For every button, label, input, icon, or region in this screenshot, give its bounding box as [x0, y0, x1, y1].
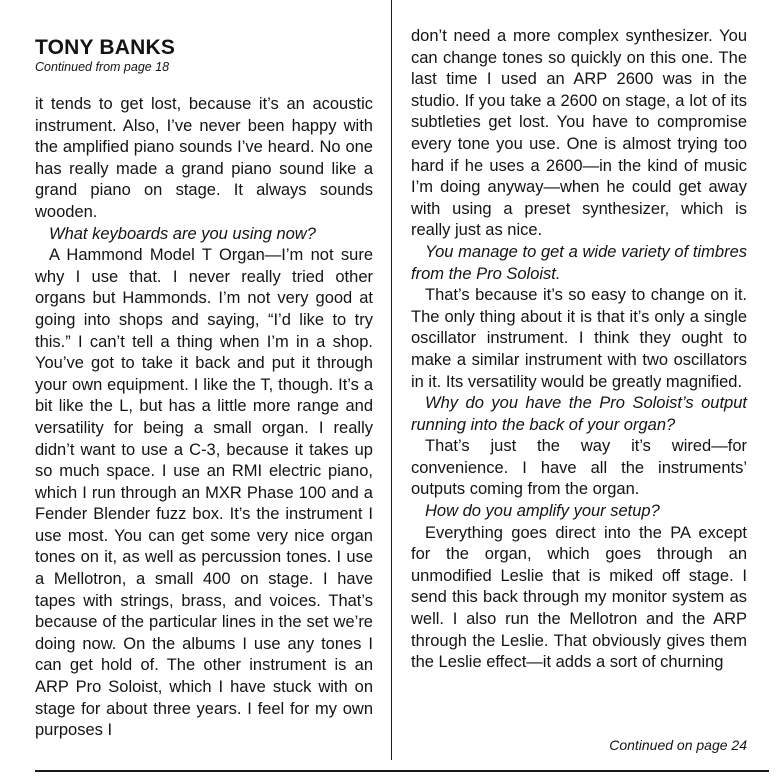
bottom-rule	[35, 770, 769, 772]
column-divider	[391, 0, 392, 760]
continued-from-note: Continued from page 18	[35, 60, 170, 74]
article-title: TONY BANKS	[35, 36, 176, 59]
left-column	[35, 0, 373, 782]
paragraph: Everything goes direct into the PA except for the organ, which goes through an unmodified Leslie that is miked off stage. I send this back through my monitor system as well. I also run the Mellotron and the ARP through the Leslie. That obviously gives them the Leslie effect—it adds a sort of churning	[411, 523, 747, 672]
right-column	[411, 0, 747, 782]
paragraph: That’s because it’s so easy to change on it. The only thing about it is that it’s only a single oscillator instrument. I think they ought to make a similar instrument with two oscillators in it. Its versatility would be greatly magnified.	[411, 286, 747, 391]
right-column-body	[411, 26, 747, 674]
continued-on-note: Continued on page 24	[609, 737, 747, 753]
interview-question: You manage to get a wide variety of timbres from the Pro Soloist.	[411, 242, 747, 283]
paragraph: don’t need a more complex synthesizer. You can change tones so quickly on this one. The last time I used an ARP 2600 was in the studio. If you take a 2600 on stage, a lot of its subtleties get lost. You have to compromise every tone you use. One is almost trying too hard if he uses a 2600—in the kind of music I’m doing anyway—when he could get away with using a preset synthesizer, which is really just as nice.	[411, 27, 747, 240]
interview-question: What keyboards are you using now?	[49, 224, 316, 243]
interview-question: Why do you have the Pro Soloist’s output running into the back of your organ?	[411, 394, 747, 434]
paragraph: That’s just the way it’s wired—for convenience. I have all the instruments’ outputs coming from the organ.	[411, 437, 747, 499]
left-column-body	[35, 94, 373, 742]
paragraph: A Hammond Model T Organ—I’m not sure why I use that. I never really tried other organs but Hammonds. I’m not very good at going into shops and saying, “I’d like to try this.” I can’t tell a thing when I’m in a shop. You’ve got to take it back and put it through your own equipment. I like the T, though. It’s a bit like the L, but has a little more range and versatility for being a small organ. I really didn’t want to use a C-3, because it takes up so much space. I use an RMI electric piano, which I run through an MXR Phase 100 and a Fender Blender fuzz box. It’s the instrument I use most. You can get some very nice organ tones on it, as well as percussion tones. I use a Mellotron, a small 400 on stage. I have tapes with strings, brass, and voices. That’s because of the particular lines in the set we’re doing now. On the albums I use any tones I can get hold of. The other instrument is an ARP Pro Soloist, which I have stuck with on stage for about three years. I feel for my own purposes I	[35, 246, 373, 740]
paragraph: it tends to get lost, because it’s an acoustic instrument. Also, I’ve never been happy with the amplified piano sounds I’ve heard. No one has really made a grand piano sound like a grand piano on stage. It always sounds wooden.	[35, 95, 373, 221]
interview-question: How do you amplify your setup?	[425, 502, 660, 521]
